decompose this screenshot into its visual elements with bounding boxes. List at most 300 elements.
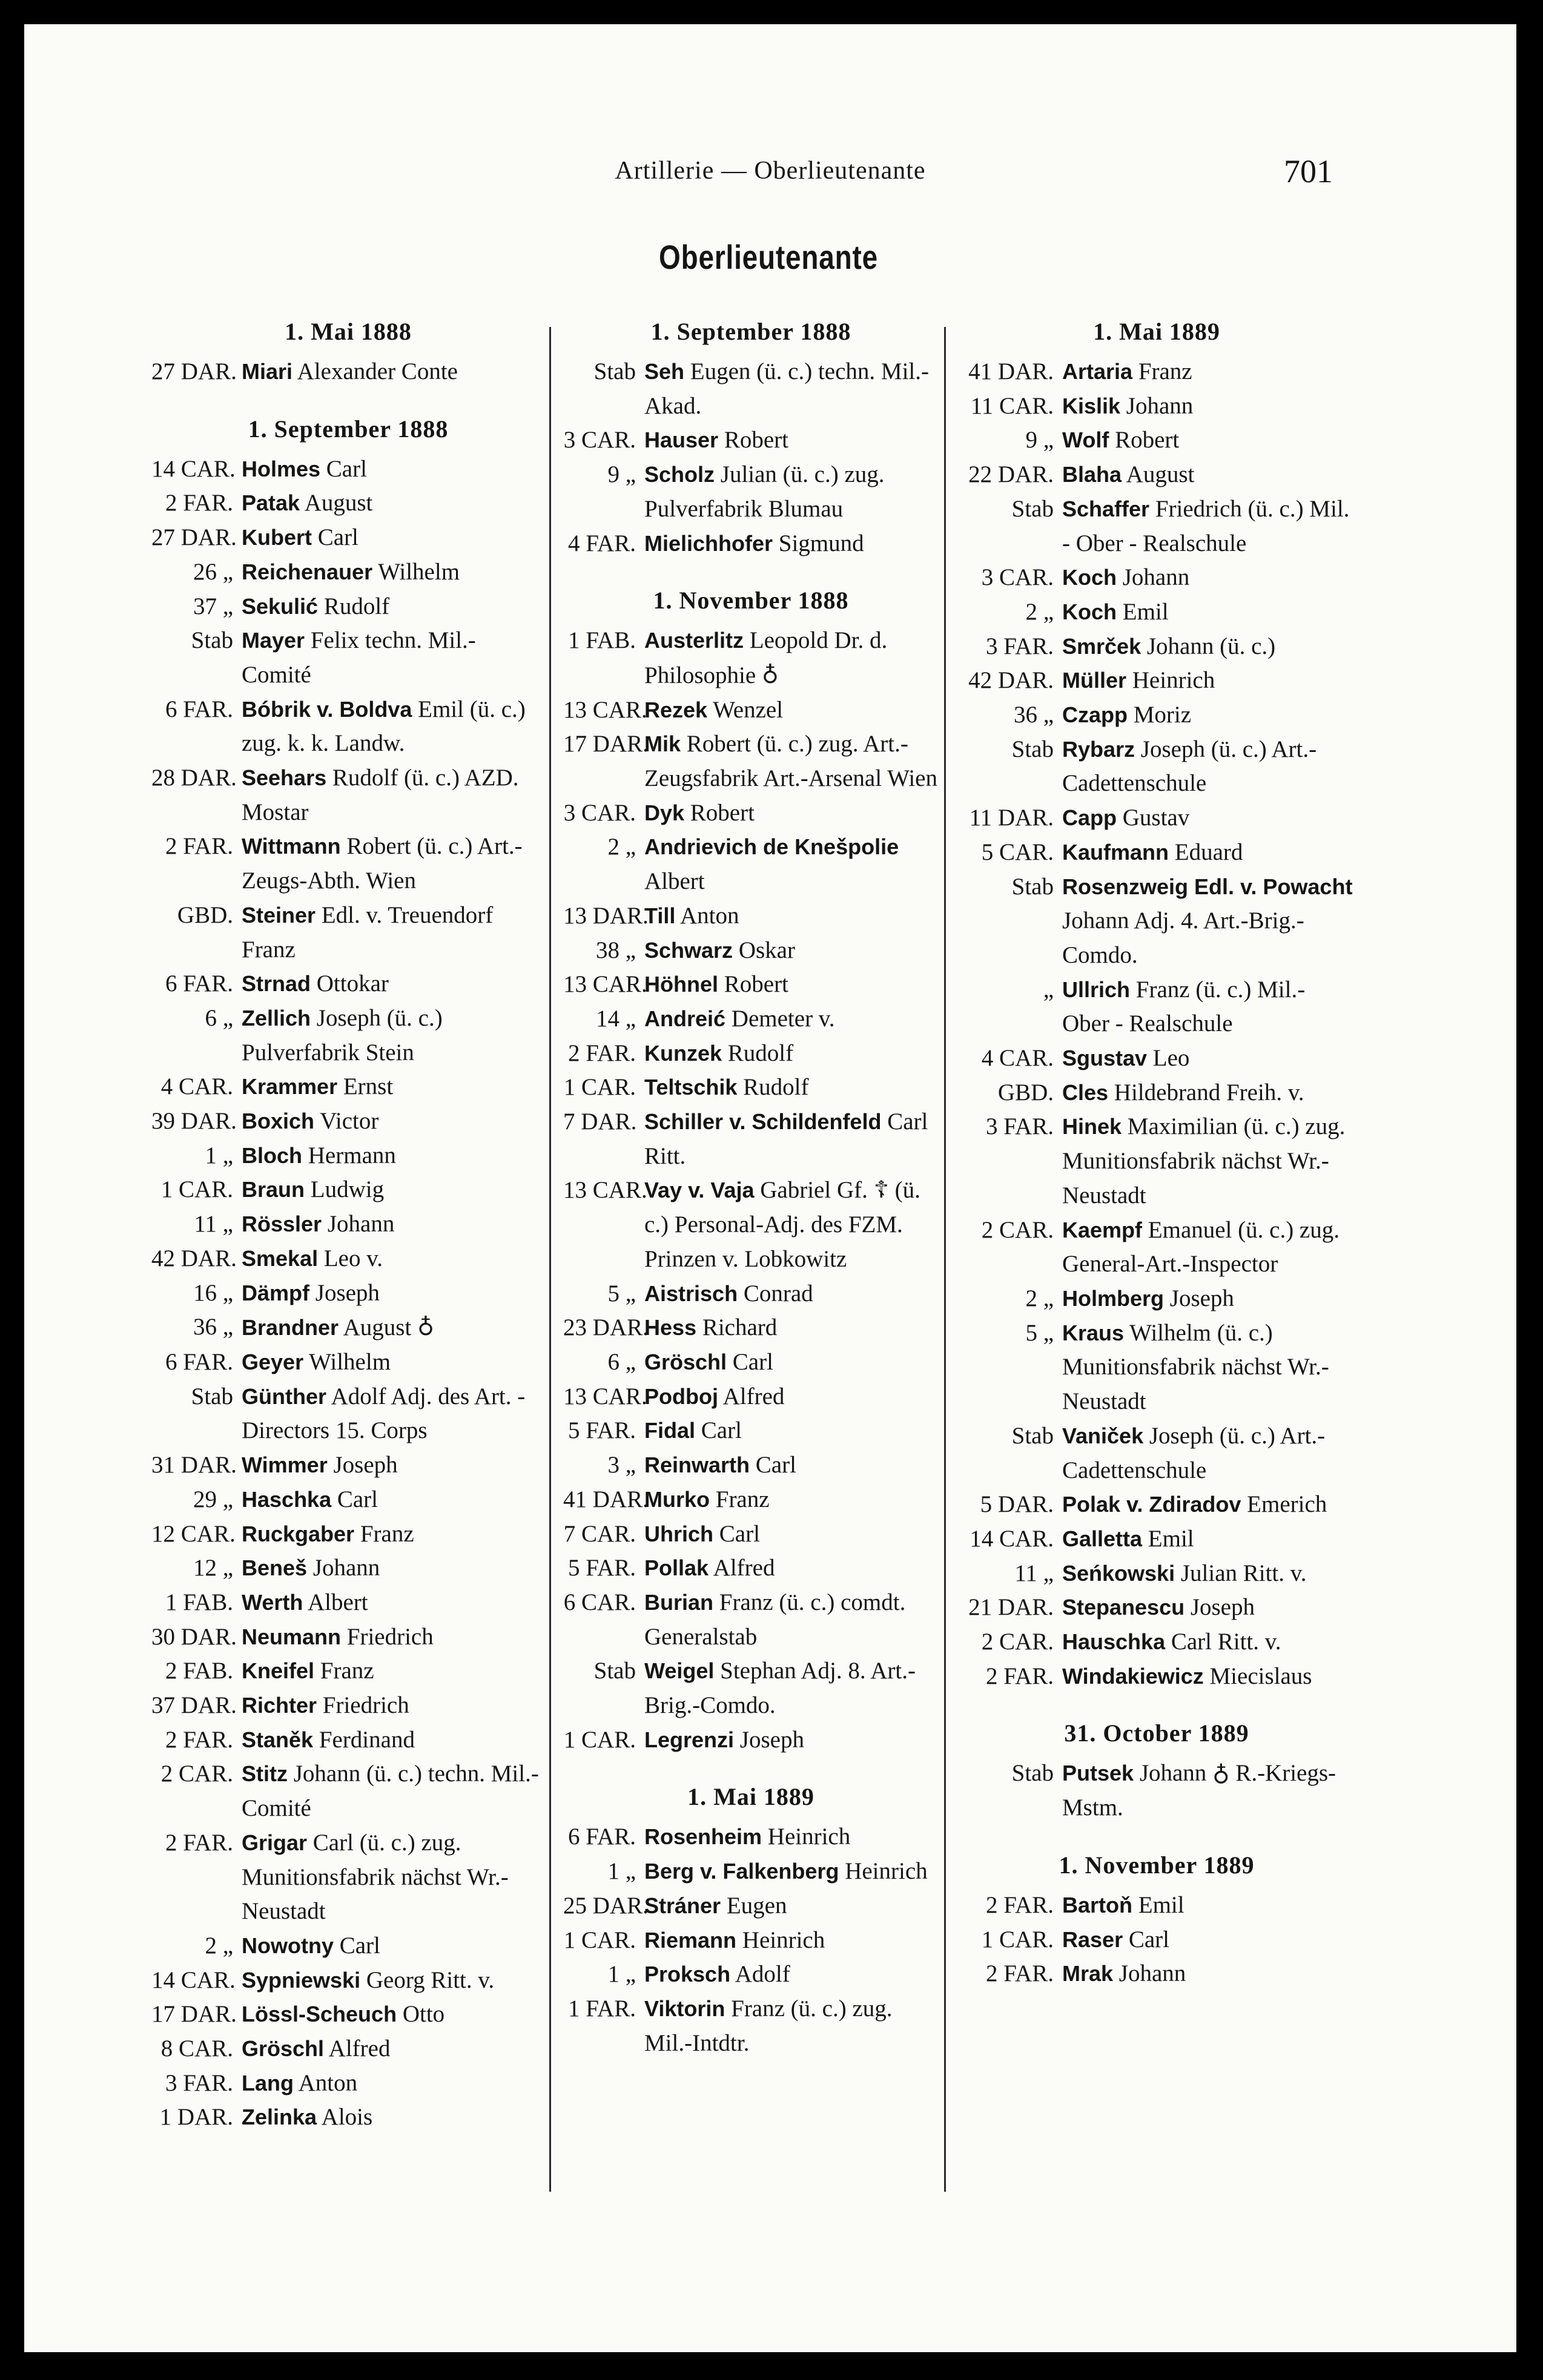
- given-name-and-posting: Anton: [298, 2069, 358, 2096]
- entry-text: [1054, 1957, 1356, 1991]
- unit-code: Stab: [1011, 1760, 1054, 1787]
- officer-entry: [957, 492, 1356, 561]
- entry-text: [1054, 355, 1356, 389]
- given-name-and-posting: Hildebrand Freih. v.: [1114, 1079, 1304, 1106]
- entry-text: [1054, 1110, 1356, 1213]
- officer-entry: [563, 1923, 939, 1958]
- entry-text: [636, 527, 939, 561]
- given-name-and-posting: Joseph: [1190, 1594, 1255, 1621]
- decoration-mark-icon: ♁: [417, 1314, 434, 1341]
- given-name-and-posting: Johann: [1126, 392, 1194, 419]
- surname: Schaffer: [1062, 496, 1150, 521]
- surname: Vay v. Vaja: [644, 1178, 755, 1203]
- entry-text: [636, 1483, 939, 1517]
- unit-code: 27 DAR.: [151, 524, 237, 551]
- officer-entry: [563, 624, 939, 693]
- surname: Geyer: [242, 1349, 304, 1374]
- unit-code: Stab: [1011, 495, 1054, 522]
- officer-entry: [563, 1551, 939, 1586]
- given-name-and-posting: Robert: [1115, 427, 1180, 453]
- entry-text: [1054, 389, 1356, 424]
- entry-text: [636, 1414, 939, 1448]
- unit-code: 3 „: [607, 1452, 636, 1478]
- officer-entry: [563, 1002, 939, 1037]
- unit-code: 29 „: [193, 1486, 233, 1512]
- unit-code: 14 CAR.: [151, 1966, 236, 1993]
- surname: Bartoň: [1062, 1892, 1132, 1917]
- surname: Burian: [644, 1589, 714, 1615]
- surname: Kislik: [1062, 393, 1121, 418]
- entry-text: [636, 1517, 939, 1552]
- officer-entry: [563, 1173, 939, 1276]
- given-name-and-posting: Heinrich: [845, 1858, 928, 1885]
- given-name-and-posting: Franz (ü. c.) zug. Mil.-Intdtr.: [644, 1995, 893, 2056]
- given-name-and-posting: Franz: [715, 1486, 770, 1512]
- surname: Mielichhofer: [644, 530, 773, 556]
- officer-entry: [151, 590, 545, 624]
- unit-code: 14 „: [595, 1005, 636, 1032]
- unit-code: 9 „: [607, 461, 636, 488]
- unit-code: 3 FAR.: [165, 2069, 233, 2096]
- entry-text: [233, 486, 545, 521]
- surname: Brandner: [242, 1315, 339, 1340]
- unit-code: 11 „: [194, 1211, 233, 1238]
- officer-entry: [563, 1277, 939, 1311]
- entry-text: [233, 1757, 545, 1825]
- officer-entry: [151, 624, 545, 692]
- officer-entry: [151, 2032, 545, 2066]
- officer-entry: [563, 830, 939, 898]
- officer-entry: [957, 973, 1356, 1041]
- entry-text: [1054, 664, 1356, 698]
- unit-code: 1 CAR.: [160, 1176, 233, 1203]
- given-name-and-posting: Johann: [1122, 564, 1190, 591]
- given-name-and-posting: Joseph: [315, 1279, 380, 1306]
- section-title: Oberlieutenante: [659, 238, 878, 276]
- surname: Bloch: [242, 1142, 303, 1168]
- entry-text: [233, 1517, 545, 1552]
- unit-code: 5 „: [1025, 1319, 1054, 1346]
- unit-code: Stab: [1011, 873, 1054, 900]
- entry-text: [233, 1070, 545, 1104]
- surname: Viktorin: [644, 1996, 725, 2021]
- entry-text: [636, 1854, 939, 1889]
- officer-entry: [957, 1419, 1356, 1488]
- surname: Holmberg: [1062, 1285, 1165, 1311]
- entry-text: [636, 624, 939, 693]
- surname: Schiller v. Schildenfeld: [644, 1109, 882, 1135]
- unit-code: 42 DAR.: [968, 667, 1054, 694]
- unit-code: Stab: [593, 358, 636, 384]
- given-name-and-posting: Johann Adj. 4. Art.-Brig.-Comdo.: [1062, 908, 1304, 968]
- unit-code: 13 CAR.: [563, 1383, 647, 1409]
- officer-entry: [563, 1889, 939, 1923]
- officer-entry: [563, 934, 939, 968]
- officer-entry: [563, 1070, 939, 1105]
- given-name-and-posting: Emanuel (ü. c.) zug. General-Art.-Inspector: [1062, 1216, 1340, 1277]
- officer-entry: [151, 1242, 545, 1276]
- given-name-and-posting: Adolf Adj. des Art. - Directors 15. Corps: [242, 1383, 526, 1444]
- unit-code: 11 CAR.: [970, 392, 1054, 419]
- surname: Andreić: [644, 1006, 726, 1031]
- unit-code: 2 „: [607, 834, 636, 860]
- unit-code: 2 CAR.: [160, 1761, 233, 1787]
- given-name-and-posting: Joseph (ü. c.) Pulverfabrik Stein: [242, 1004, 443, 1066]
- given-name-and-posting: Ferdinand: [319, 1726, 415, 1753]
- officer-entry: [563, 967, 939, 1002]
- unit-code: 2 „: [1025, 1285, 1054, 1311]
- entry-text: [636, 1311, 939, 1345]
- entry-text: [1054, 492, 1356, 561]
- unit-code: Stab: [191, 1383, 233, 1409]
- surname: Krammer: [242, 1074, 338, 1099]
- given-name-and-posting: Alexander Conte: [297, 358, 458, 384]
- officer-entry: [957, 1591, 1356, 1625]
- entry-text: [233, 1310, 545, 1345]
- officer-entry: [151, 2100, 545, 2135]
- entry-text: [233, 1001, 545, 1070]
- entry-text: [636, 458, 939, 526]
- surname: Hinek: [1062, 1114, 1122, 1139]
- surname: Raser: [1062, 1927, 1123, 1952]
- unit-code: 37 DAR.: [151, 1692, 237, 1719]
- surname: Hauser: [644, 427, 719, 453]
- officer-entry: [957, 423, 1356, 458]
- officer-entry: [151, 521, 545, 555]
- surname: Koch: [1062, 599, 1117, 624]
- surname: Hauschka: [1062, 1629, 1166, 1655]
- given-name-and-posting: Carl: [701, 1417, 742, 1444]
- entry-text: [233, 1448, 545, 1483]
- running-header: Artillerie — Oberlieutenante: [615, 157, 926, 185]
- entry-text: [233, 1242, 545, 1276]
- surname: Mik: [644, 731, 681, 757]
- given-name-and-posting: Joseph (ü. c.) Art.-Cadettenschule: [1062, 1422, 1326, 1483]
- entry-text: [636, 1105, 939, 1173]
- surname: Zelinka: [242, 2105, 317, 2130]
- officer-entry: [151, 1207, 545, 1242]
- surname: Grigar: [242, 1830, 308, 1855]
- officer-entry: [563, 1414, 939, 1448]
- surname: Scholz: [644, 462, 715, 487]
- entry-text: [1054, 1557, 1356, 1591]
- entry-text: [1054, 1923, 1356, 1957]
- surname: Müller: [1062, 668, 1127, 693]
- entry-text: [636, 967, 939, 1002]
- surname: Fidal: [644, 1418, 696, 1443]
- officer-entry: [957, 1282, 1356, 1316]
- unit-code: 4 FAR.: [568, 530, 636, 556]
- officer-entry: [151, 1723, 545, 1758]
- unit-code: 3 CAR.: [563, 799, 636, 826]
- unit-code: 25 DAR.: [563, 1892, 649, 1919]
- date-heading: 1. November 1888: [653, 587, 849, 615]
- unit-code: 1 „: [607, 1858, 636, 1885]
- given-name-and-posting: Wenzel: [713, 696, 784, 723]
- surname: Till: [644, 903, 676, 928]
- given-name-and-posting: Eugen (ü. c.) techn. Mil.-Akad.: [644, 358, 929, 419]
- officer-entry: [151, 1757, 545, 1825]
- unit-code: 12 CAR.: [151, 1520, 236, 1547]
- unit-code: 5 DAR.: [980, 1491, 1054, 1518]
- surname: Pollak: [644, 1555, 709, 1581]
- given-name-and-posting: Robert: [724, 427, 788, 453]
- surname: Braun: [242, 1177, 305, 1202]
- given-name-and-posting: Joseph: [333, 1452, 398, 1478]
- given-name-and-posting: Emerich: [1247, 1491, 1327, 1518]
- officer-entry: [151, 1104, 545, 1139]
- surname: Czapp: [1062, 702, 1128, 728]
- unit-code: 42 DAR.: [151, 1245, 237, 1271]
- date-heading: 1. September 1888: [248, 415, 449, 443]
- entry-text: [1054, 733, 1356, 801]
- unit-code: 1 CAR.: [563, 1927, 636, 1953]
- surname: Windakiewicz: [1062, 1663, 1204, 1689]
- unit-code: 2 FAR.: [986, 1891, 1054, 1918]
- given-name-and-posting: Carl: [326, 455, 367, 482]
- entry-text: [1054, 423, 1356, 458]
- entry-text: [636, 693, 939, 728]
- entry-text: [1054, 1041, 1356, 1076]
- surname: Galletta: [1062, 1526, 1143, 1551]
- surname: Kneifel: [242, 1658, 315, 1684]
- given-name-and-posting: Alfred: [713, 1555, 775, 1581]
- given-name-and-posting: Emil: [1122, 598, 1169, 625]
- unit-code: 36 „: [193, 1314, 233, 1340]
- unit-code: 1 „: [205, 1142, 233, 1169]
- officer-entry: [151, 1345, 545, 1380]
- officer-entry: [563, 693, 939, 728]
- unit-code: 2 FAR.: [165, 1726, 233, 1753]
- entry-text: [233, 2032, 545, 2066]
- officer-entry: [151, 761, 545, 829]
- officer-entry: [151, 1517, 545, 1552]
- officer-entry: [563, 899, 939, 934]
- surname: Austerlitz: [644, 628, 744, 653]
- unit-code: 2 FAR.: [165, 833, 233, 860]
- surname: Stitz: [242, 1761, 288, 1787]
- unit-code: 2 FAB.: [165, 1658, 233, 1684]
- unit-code: 6 „: [205, 1004, 233, 1031]
- given-name-and-posting: Robert: [690, 799, 755, 826]
- column-middle: [563, 309, 939, 2060]
- given-name-and-posting: Heinrich: [1132, 667, 1215, 694]
- surname: Holmes: [242, 456, 321, 481]
- surname: Putsek: [1062, 1761, 1134, 1786]
- surname: Mayer: [242, 628, 305, 653]
- officer-entry: [563, 527, 939, 561]
- unit-code: GBD.: [177, 902, 233, 928]
- given-name-and-posting: Johann ♁ R.-Kriegs-Mstm.: [1062, 1760, 1336, 1821]
- officer-entry: [151, 486, 545, 521]
- officer-entry: [957, 595, 1356, 630]
- officer-entry: [957, 1957, 1356, 1991]
- surname: Riemann: [644, 1927, 737, 1953]
- unit-code: 1 DAR.: [159, 2104, 233, 2131]
- unit-code: 6 FAR.: [165, 696, 233, 722]
- unit-code: 3 FAR.: [986, 633, 1054, 659]
- date-heading: 31. October 1889: [1064, 1719, 1249, 1747]
- given-name-and-posting: Edl. v. Treuendorf Franz: [242, 902, 494, 963]
- unit-code: 23 DAR.: [563, 1314, 649, 1341]
- officer-entry: [151, 898, 545, 967]
- surname: Günther: [242, 1383, 326, 1409]
- officer-entry: [957, 1756, 1356, 1825]
- surname: Lang: [242, 2070, 294, 2095]
- unit-code: 2 FAR.: [165, 490, 233, 516]
- date-heading: 1. September 1888: [650, 318, 851, 345]
- given-name-and-posting: Adolf: [735, 1961, 790, 1988]
- entry-text: [233, 761, 545, 829]
- surname: Kaempf: [1062, 1217, 1143, 1242]
- entry-text: [233, 1929, 545, 1963]
- entry-text: [233, 1620, 545, 1655]
- surname: Smrček: [1062, 633, 1142, 659]
- given-name-and-posting: Joseph (ü. c.) Art.-Cadettenschule: [1062, 736, 1317, 797]
- entry-text: [233, 1173, 545, 1207]
- entry-text: [1054, 1282, 1356, 1316]
- entry-text: [636, 1586, 939, 1654]
- given-name-and-posting: Albert: [644, 868, 705, 895]
- unit-code: Stab: [1011, 1422, 1054, 1449]
- given-name-and-posting: Wilhelm (ü. c.) Munitionsfabrik nächst Wr.-Neustadt: [1062, 1319, 1329, 1415]
- surname: Höhnel: [644, 972, 718, 997]
- unit-code: Stab: [1011, 736, 1054, 762]
- entry-text: [1054, 1888, 1356, 1923]
- officer-entry: [957, 1888, 1356, 1923]
- entry-text: [233, 521, 545, 555]
- entry-text: [1054, 1660, 1356, 1694]
- unit-code: 2 „: [1025, 598, 1054, 625]
- entry-text: [636, 1820, 939, 1854]
- officer-entry: [151, 555, 545, 590]
- unit-code: 7 DAR.: [563, 1109, 637, 1135]
- surname: Ruckgaber: [242, 1521, 355, 1546]
- given-name-and-posting: Carl: [339, 1932, 380, 1959]
- entry-text: [1054, 1316, 1356, 1419]
- entry-text: [636, 1448, 939, 1483]
- given-name-and-posting: Carl: [317, 524, 358, 551]
- surname: Cles: [1062, 1080, 1109, 1105]
- surname: Stráner: [644, 1893, 721, 1918]
- given-name-and-posting: Richard: [702, 1314, 778, 1341]
- unit-code: 13 CAR.: [563, 971, 647, 998]
- surname: Polak v. Zdiradov: [1062, 1492, 1241, 1517]
- date-heading: 1. Mai 1888: [285, 318, 412, 345]
- column-left: [151, 309, 545, 2135]
- surname: Weigel: [644, 1658, 715, 1684]
- given-name-and-posting: Carl: [732, 1348, 773, 1375]
- document-page: [24, 24, 1516, 2352]
- unit-code: 17 DAR.: [563, 731, 649, 757]
- officer-entry: [957, 801, 1356, 836]
- entry-text: [1054, 870, 1356, 973]
- surname: Rosenzweig Edl. v. Powacht: [1062, 874, 1353, 899]
- unit-code: 9 „: [1025, 427, 1054, 453]
- officer-entry: [563, 796, 939, 831]
- unit-code: 41 DAR.: [968, 358, 1054, 384]
- officer-entry: [957, 733, 1356, 801]
- entry-text: [1054, 1419, 1356, 1488]
- given-name-and-posting: Heinrich: [742, 1927, 825, 1953]
- surname: Podboj: [644, 1383, 718, 1409]
- surname: Seehars: [242, 765, 327, 791]
- given-name-and-posting: August: [304, 490, 373, 516]
- officer-entry: [151, 1173, 545, 1207]
- column-divider: [944, 327, 946, 2192]
- unit-code: „: [1043, 976, 1054, 1003]
- given-name-and-posting: Carl: [719, 1520, 760, 1547]
- surname: Bóbrik v. Boldva: [242, 696, 412, 722]
- unit-code: 8 CAR.: [160, 2036, 233, 2062]
- given-name-and-posting: Moriz: [1133, 702, 1192, 728]
- entry-text: [233, 1104, 545, 1139]
- entry-text: [636, 727, 939, 796]
- surname: Ullrich: [1062, 977, 1131, 1002]
- entry-text: [233, 1551, 545, 1586]
- officer-entry: [151, 1070, 545, 1104]
- given-name-and-posting: August: [1126, 461, 1195, 488]
- surname: Kraus: [1062, 1320, 1125, 1345]
- officer-entry: [151, 967, 545, 1001]
- officer-entry: [563, 1723, 939, 1758]
- unit-code: 38 „: [595, 937, 636, 963]
- given-name-and-posting: Carl: [337, 1486, 378, 1512]
- entry-text: [1054, 1591, 1356, 1625]
- unit-code: 4 CAR.: [160, 1073, 233, 1100]
- unit-code: 6 FAR.: [568, 1824, 636, 1850]
- entry-text: [636, 1277, 939, 1311]
- given-name-and-posting: Emil: [1148, 1525, 1194, 1552]
- officer-entry: [151, 355, 545, 389]
- surname: Smekal: [242, 1245, 319, 1271]
- surname: Legrenzi: [644, 1727, 735, 1752]
- officer-entry: [563, 355, 939, 423]
- entry-text: [233, 693, 545, 761]
- unit-code: 1 FAB.: [568, 627, 636, 654]
- entry-text: [1054, 595, 1356, 630]
- entry-text: [636, 355, 939, 423]
- officer-entry: [957, 561, 1356, 595]
- officer-entry: [957, 1110, 1356, 1213]
- officer-entry: [151, 452, 545, 487]
- given-name-and-posting: Franz: [360, 1520, 414, 1547]
- officer-entry: [957, 1213, 1356, 1282]
- entry-text: [233, 1963, 545, 1998]
- unit-code: Stab: [593, 1658, 636, 1684]
- given-name-and-posting: Carl: [755, 1452, 796, 1478]
- surname: Uhrich: [644, 1521, 714, 1546]
- officer-entry: [151, 1689, 545, 1723]
- officer-entry: [957, 1522, 1356, 1557]
- unit-code: 12 „: [193, 1555, 233, 1581]
- given-name-and-posting: Felix techn. Mil.-Comité: [242, 627, 476, 688]
- surname: Mrak: [1062, 1961, 1114, 1986]
- given-name-and-posting: Friedrich: [346, 1623, 434, 1650]
- unit-code: GBD.: [997, 1079, 1054, 1106]
- officer-entry: [151, 1276, 545, 1311]
- entry-text: [636, 1002, 939, 1037]
- entry-text: [1054, 973, 1356, 1041]
- entry-text: [233, 967, 545, 1001]
- officer-entry: [563, 458, 939, 526]
- given-name-and-posting: Alfred: [722, 1383, 785, 1409]
- given-name-and-posting: Hermann: [308, 1142, 396, 1169]
- unit-code: 2 FAR.: [986, 1663, 1054, 1689]
- unit-code: 1 FAR.: [568, 1995, 636, 2022]
- officer-entry: [563, 1992, 939, 2060]
- entry-text: [636, 1173, 939, 1276]
